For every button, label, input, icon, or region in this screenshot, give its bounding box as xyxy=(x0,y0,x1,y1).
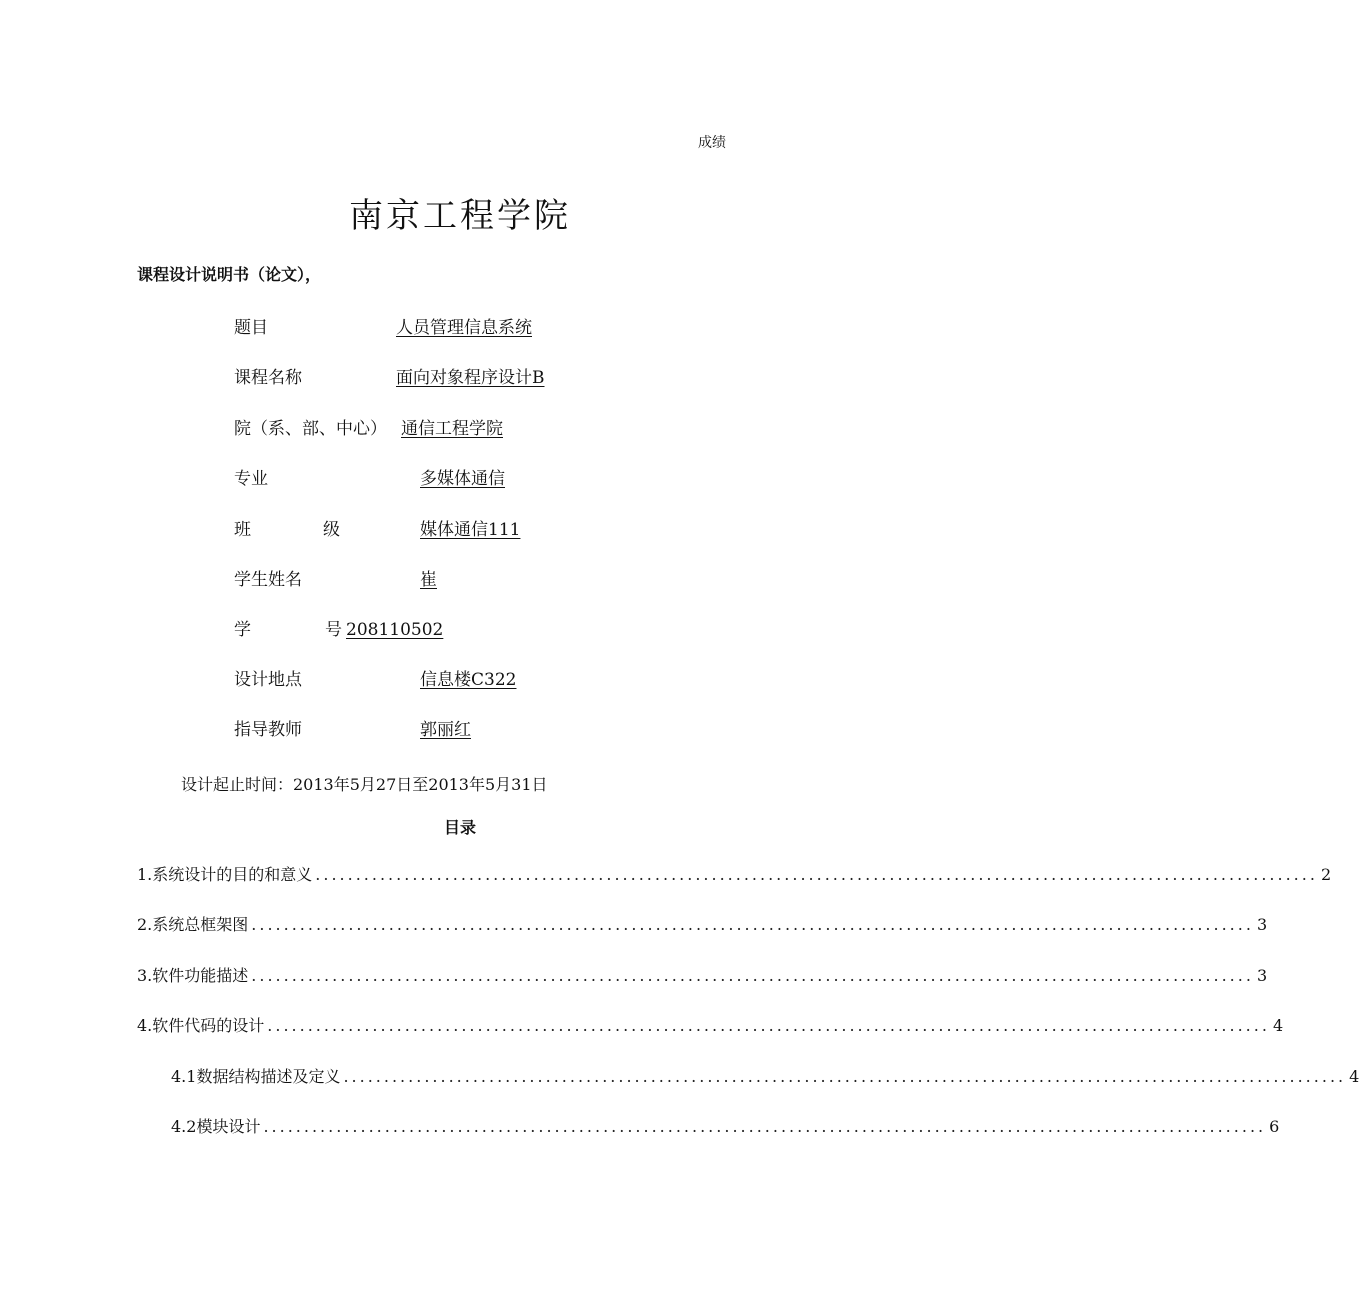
toc-page-number: 4 xyxy=(1349,1067,1359,1086)
field-label-class: 班 xyxy=(234,520,251,540)
field-value-major: 多媒体通信 xyxy=(420,469,505,489)
toc-page-number: 6 xyxy=(1269,1117,1280,1136)
field-value-department: 通信工程学院 xyxy=(401,419,503,439)
toc-entry-text: 4.2模块设计 xyxy=(171,1117,261,1136)
field-value-student-name: 崔 xyxy=(420,570,437,590)
toc-leader-dots: ............................................................................................................................ xyxy=(251,915,1254,934)
toc-page-number: 3 xyxy=(1256,966,1268,985)
field-label-class-2: 级 xyxy=(323,520,340,540)
field-value-course: 面向对象程序设计B xyxy=(396,368,545,388)
design-period: 设计起止时间：2013年5月27日至2013年5月31日 xyxy=(181,775,548,794)
school-name: 南京工程学院 xyxy=(349,196,571,236)
toc-title: 目录 xyxy=(443,818,476,837)
toc-entry-text: 1.系统设计的目的和意义 xyxy=(137,865,313,884)
toc-page-number: 2 xyxy=(1320,865,1332,884)
field-label-department: 院（系、部、中心） xyxy=(234,419,387,439)
field-label-student-id: 学 xyxy=(234,620,251,640)
toc-entry[interactable] xyxy=(137,864,1332,886)
toc-page-number: 4 xyxy=(1272,1016,1284,1035)
toc-entry[interactable] xyxy=(137,965,1268,987)
field-label-instructor: 指导教师 xyxy=(234,720,302,740)
toc-entry[interactable] xyxy=(171,1116,1280,1138)
field-label-major: 专业 xyxy=(234,469,268,489)
toc-entry[interactable] xyxy=(137,914,1268,936)
field-label-student-name: 学生姓名 xyxy=(234,570,302,590)
toc-entry-text: 4.1数据结构描述及定义 xyxy=(171,1067,341,1086)
toc-entry-text: 3.软件功能描述 xyxy=(137,966,249,985)
field-value-location: 信息楼C322 xyxy=(420,670,517,690)
toc-entry[interactable] xyxy=(137,1015,1284,1037)
toc-leader-dots: ............................................................................................................................ xyxy=(315,865,1318,884)
toc-leader-dots: ............................................................................................................................ xyxy=(267,1016,1270,1035)
toc-leader-dots: ............................................................................................................................ xyxy=(263,1117,1267,1136)
toc-entry-text: 4.软件代码的设计 xyxy=(137,1016,265,1035)
field-value-title: 人员管理信息系统 xyxy=(396,318,532,338)
toc-entry[interactable] xyxy=(171,1066,1359,1088)
field-value-class: 媒体通信111 xyxy=(420,520,521,540)
field-value-student-id: 208110502 xyxy=(346,620,444,640)
field-value-instructor: 郭丽红 xyxy=(420,720,471,740)
field-label-course: 课程名称 xyxy=(234,368,302,388)
document-type: 课程设计说明书（论文）， xyxy=(137,265,322,284)
grade-label: 成绩 xyxy=(698,135,726,151)
field-label-student-id-2: 号 xyxy=(325,620,342,640)
toc-entry-text: 2.系统总框架图 xyxy=(137,915,249,934)
toc-page-number: 3 xyxy=(1256,915,1268,934)
toc-leader-dots: ............................................................................................................................ xyxy=(251,966,1254,985)
field-label-location: 设计地点 xyxy=(234,670,302,690)
toc-leader-dots: ............................................................................................................................ xyxy=(343,1067,1347,1086)
field-label-title: 题目 xyxy=(234,318,268,338)
